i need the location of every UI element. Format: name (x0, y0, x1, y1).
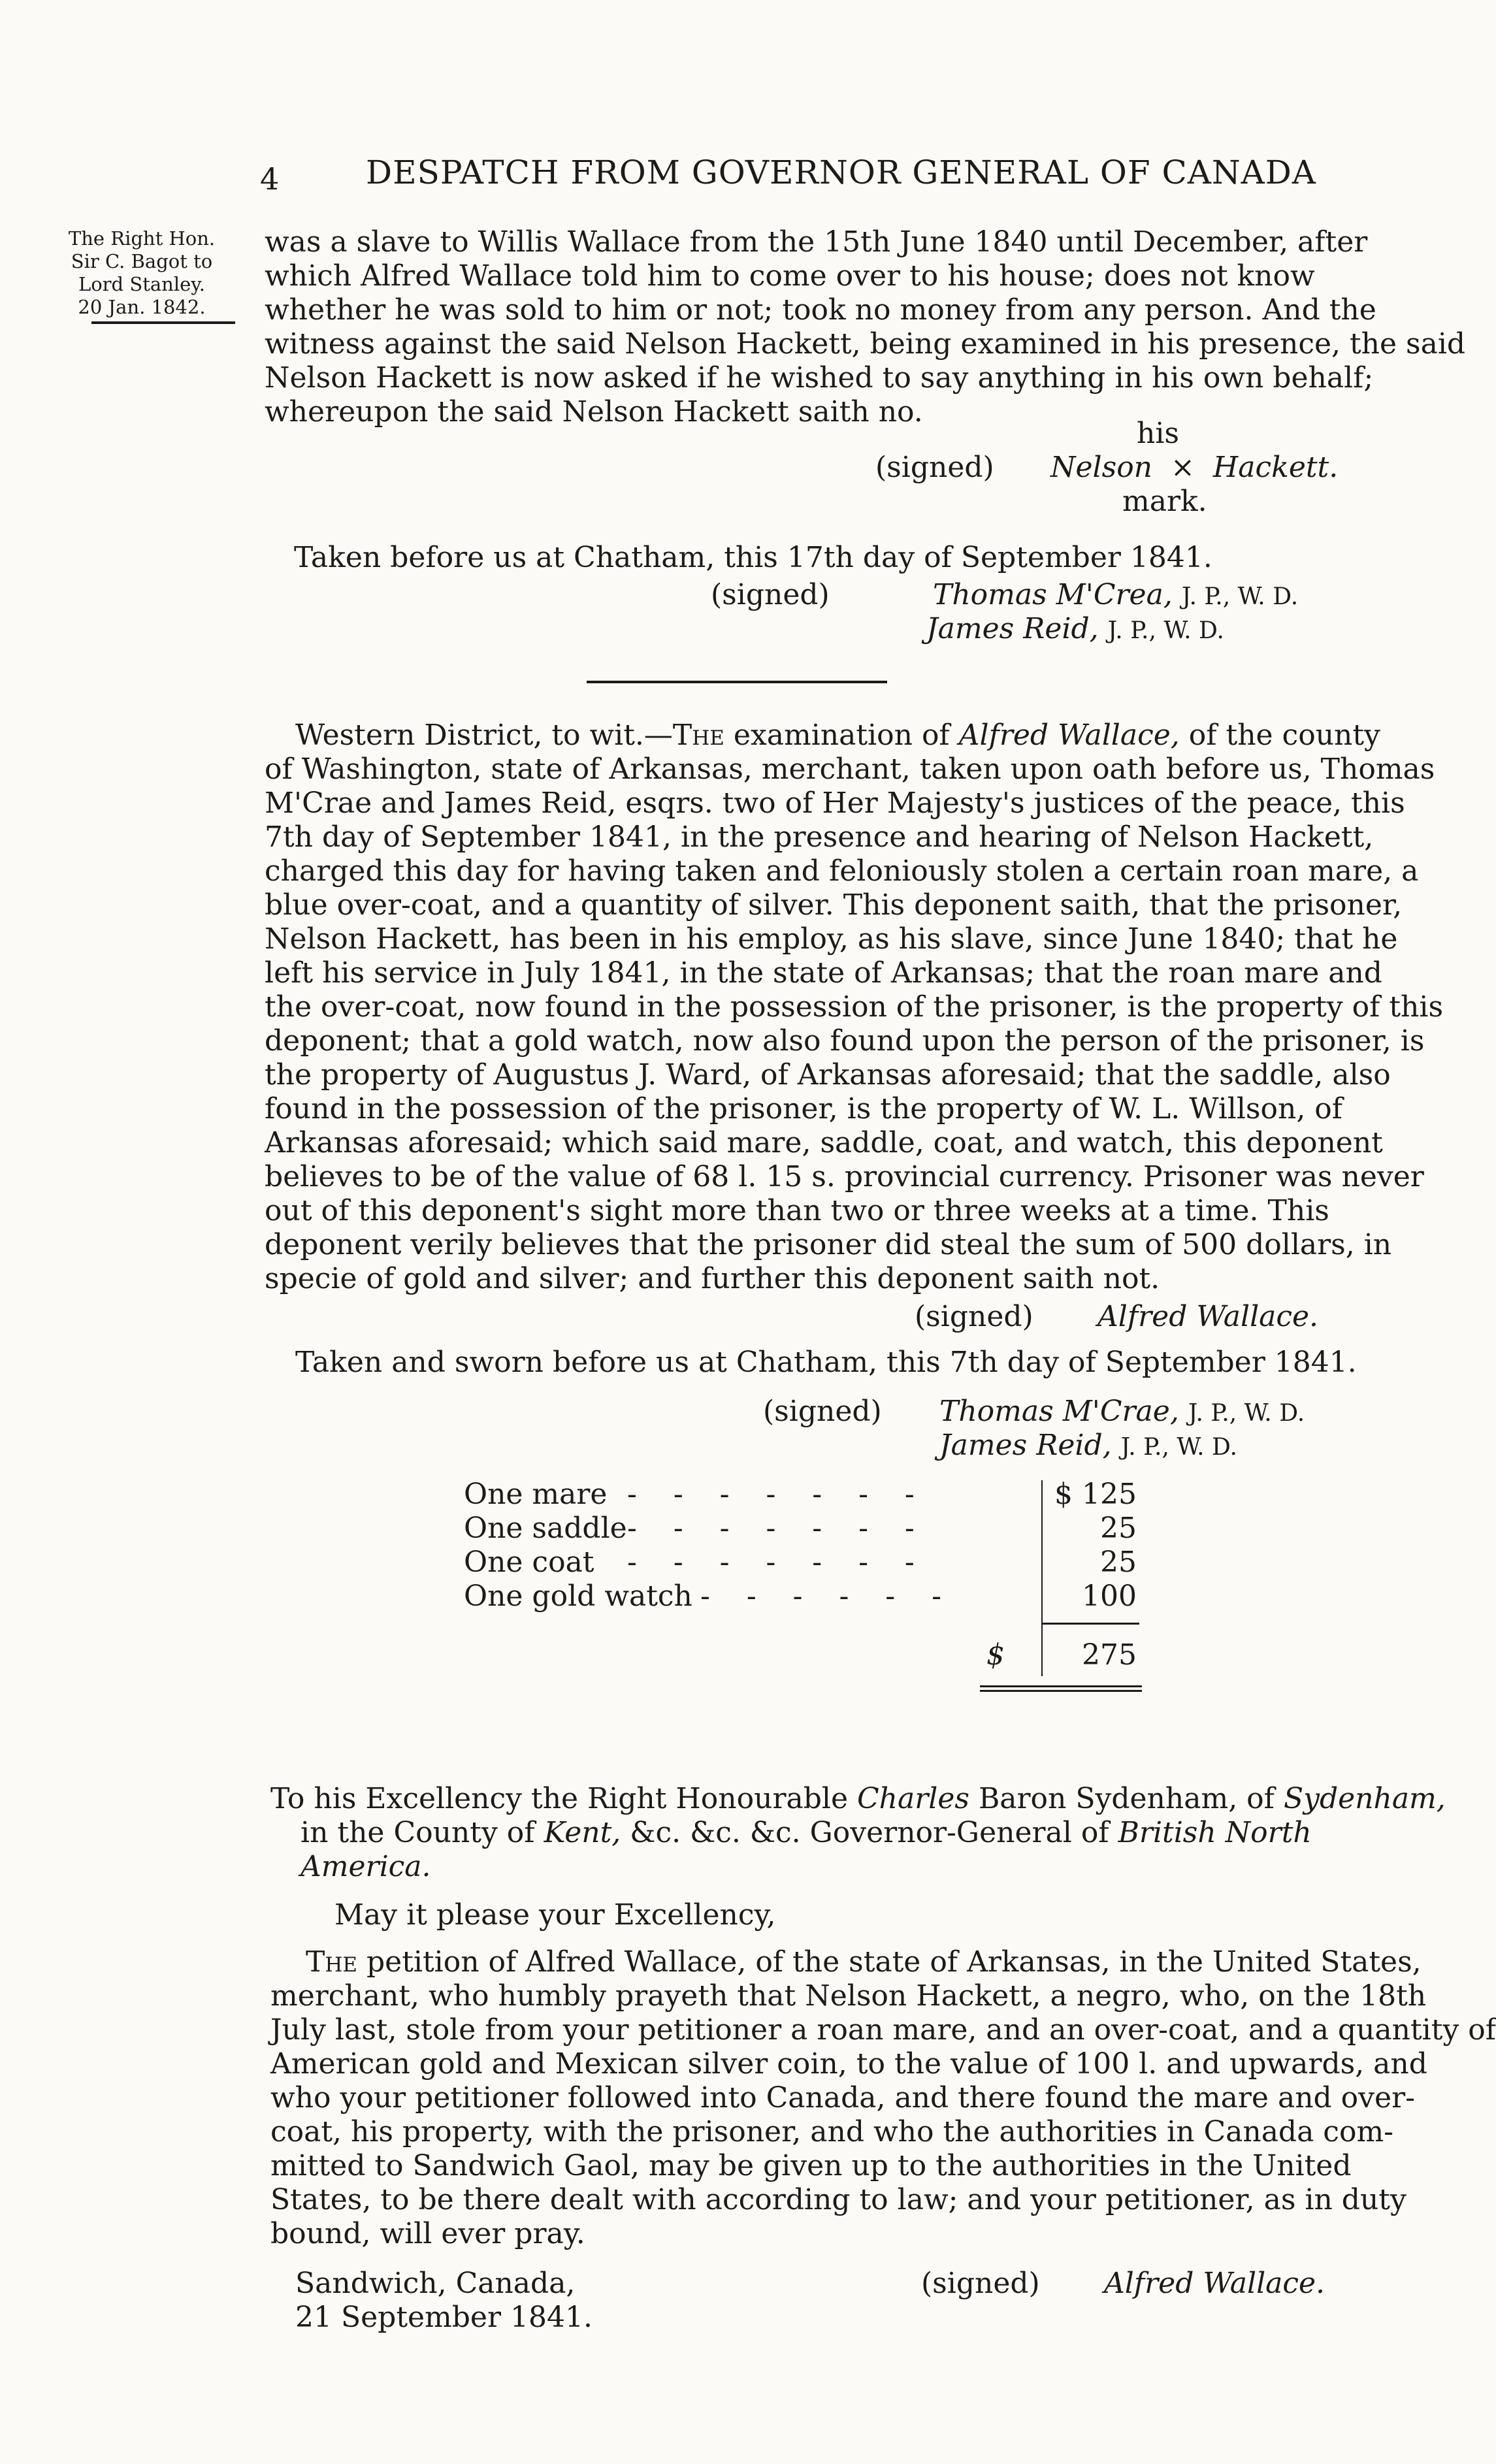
his-label: his (1137, 417, 1179, 450)
place-italic: British North (1118, 1816, 1312, 1849)
currency-symbol: $ (1054, 1478, 1073, 1511)
place-italic: Kent, (544, 1816, 621, 1849)
text-line: of Washington, state of Arkansas, merchant, taken upon oath before us, Thomas (265, 753, 1435, 786)
text-line: out of this deponent's sight more than two or three weeks at a time. This (265, 1194, 1329, 1227)
signer-last-name: Hackett. (1212, 451, 1339, 484)
signer-signature: Alfred Wallace. (1104, 2267, 1325, 2300)
table-row (464, 1546, 1163, 1580)
text-line: deponent verily believes that the prisoner did steal the sum of 500 dollars, in (265, 1228, 1392, 1261)
table-row (464, 1478, 1163, 1512)
text-line: July last, stole from your petitioner a roan mare, and an over-coat, and a quantity of (270, 2013, 1496, 2047)
text-line: American gold and Mexican silver coin, to the value of 100 l. and upwards, and (270, 2047, 1427, 2081)
taken-sworn-line: Taken and sworn before us at Chatham, this 7th day of September 1841. (295, 1346, 1357, 1379)
margin-note-line: Sir C. Bagot to (71, 250, 213, 272)
examination-first-line (295, 719, 1380, 753)
text-line: the property of Augustus J. Ward, of Arkansas aforesaid; that the saddle, also (265, 1058, 1391, 1092)
running-title: DESPATCH FROM GOVERNOR GENERAL OF CANADA (366, 154, 1316, 191)
justice-2 (926, 612, 1224, 648)
item-value: 125 (1082, 1478, 1137, 1511)
salutation: May it please your Excellency, (334, 1898, 776, 1932)
justice-title: J. P., W. D. (1188, 1400, 1305, 1427)
text-line: whereupon the said Nelson Hackett saith no. (265, 395, 923, 429)
signer-signature (1050, 451, 1338, 485)
justice-2 (939, 1429, 1237, 1465)
leader-dashes: - - - - - - - (627, 1478, 915, 1511)
mark-label: mark. (1122, 485, 1207, 518)
the-smallcaps: The (306, 1945, 358, 1979)
signer-signature: Alfred Wallace. (1098, 1300, 1319, 1333)
name-italic: Charles (856, 1782, 969, 1815)
leader-dashes: - - - - - - - (627, 1512, 915, 1545)
justice-name: Thomas M'Crea, (933, 578, 1173, 611)
total-double-rule (980, 1690, 1142, 1692)
currency-symbol: $ (986, 1638, 1005, 1672)
subtotal-rule (1041, 1623, 1139, 1625)
section-divider (587, 681, 887, 683)
text-line: deponent; that a gold watch, now also found upon the person of the prisoner, is (265, 1024, 1425, 1058)
total-row (986, 1638, 1156, 1672)
margin-note (47, 227, 236, 319)
text-line: was a slave to Willis Wallace from the 15th June 1840 until December, after (265, 225, 1368, 259)
item-label: One mare (464, 1478, 608, 1511)
text-line: found in the possession of the prisoner, is the property of W. L. Willson, of (265, 1092, 1343, 1126)
total-double-rule (980, 1685, 1142, 1687)
signed-label: (signed) (763, 1395, 882, 1428)
signer-first-name: Nelson (1050, 451, 1153, 484)
text-fragment: petition of Alfred Wallace, of the state of Arkansas, in the United States, (357, 1945, 1422, 1979)
item-label: One saddle (464, 1512, 627, 1545)
deponent-name: Alfred Wallace, (958, 719, 1180, 752)
text-line: whether he was sold to him or not; took no money from any person. And the (265, 293, 1376, 327)
text-line: which Alfred Wallace told him to come over to his house; does not know (265, 259, 1315, 293)
item-label: One gold watch (464, 1580, 692, 1613)
text-line: Arkansas aforesaid; which said mare, saddle, coat, and watch, this deponent (265, 1126, 1383, 1159)
margin-note-line: The Right Hon. (68, 227, 216, 250)
text-line: believes to be of the value of 68 l. 15 s. provincial currency. Prisoner was never (265, 1160, 1424, 1193)
text-line: Nelson Hackett, has been in his employ, as his slave, since June 1840; that he (265, 922, 1398, 956)
petition-address-3: America. (301, 1850, 431, 1883)
text-line: the over-coat, now found in the possession of the prisoner, is the property of this (265, 990, 1444, 1024)
text-line: 7th day of September 1841, in the presence and hearing of Nelson Hackett, (265, 820, 1374, 854)
mark-cross: × (1171, 451, 1195, 484)
text-line: merchant, who humbly prayeth that Nelson Hackett, a negro, who, on the 18th (270, 1979, 1427, 2013)
text-line: who your petitioner followed into Canada, and there found the mare and over- (270, 2081, 1415, 2115)
item-label: One coat (464, 1546, 594, 1579)
justice-name: James Reid, (926, 612, 1099, 645)
text-line: States, to be there dealt with according to law; and your petitioner, as in duty (270, 2183, 1407, 2216)
justice-title: J. P., W. D. (1120, 1434, 1237, 1461)
justice-name: Thomas M'Crae, (939, 1395, 1179, 1428)
margin-note-line: 20 Jan. 1842. (78, 296, 206, 318)
total-value: 275 (1082, 1638, 1137, 1672)
justice-title: J. P., W. D. (1181, 583, 1299, 610)
text-line: coat, his property, with the prisoner, and who the authorities in Canada com- (270, 2115, 1394, 2148)
justice-1 (939, 1395, 1305, 1431)
margin-note-rule (91, 321, 235, 324)
text-line: M'Crae and James Reid, esqrs. two of Her Majesty's justices of the peace, this (265, 786, 1405, 820)
text-fragment: examination of (724, 719, 959, 752)
justice-title: J. P., W. D. (1107, 617, 1224, 644)
text-line: witness against the said Nelson Hackett, being examined in his presence, the said (265, 327, 1466, 361)
text-line: blue over-coat, and a quantity of silver. This deponent saith, that the prisoner, (265, 888, 1403, 922)
text-line: charged this day for having taken and feloniously stolen a certain roan mare, a (265, 854, 1419, 888)
petition-place: Sandwich, Canada, (295, 2267, 576, 2300)
signed-label: (signed) (915, 1300, 1033, 1333)
signed-label: (signed) (711, 578, 830, 611)
petition-date: 21 September 1841. (295, 2301, 593, 2334)
district-label: Western District, to wit.— (295, 719, 673, 752)
signed-label: (signed) (875, 451, 994, 484)
the-smallcaps: The (672, 719, 724, 752)
place-italic: Sydenham, (1283, 1782, 1446, 1815)
text-fragment: of the county (1179, 719, 1380, 752)
text-fragment: Baron Sydenham, of (969, 1782, 1284, 1815)
text-fragment: in the County of (301, 1816, 544, 1849)
table-row (464, 1580, 1163, 1613)
petition-address (270, 1782, 1446, 1816)
item-value: 25 (1100, 1512, 1137, 1545)
signed-label: (signed) (921, 2267, 1040, 2300)
text-fragment: &c. &c. &c. Governor-General of (621, 1816, 1118, 1849)
table-row (464, 1512, 1163, 1546)
page-number: 4 (260, 161, 280, 197)
petition-first-line (306, 1945, 1422, 1979)
leader-dashes: - - - - - - (700, 1580, 941, 1613)
text-line: Nelson Hackett is now asked if he wished to say anything in his own behalf; (265, 361, 1374, 395)
leader-dashes: - - - - - - - (627, 1546, 915, 1579)
justice-1 (933, 578, 1298, 614)
text-line: left his service in July 1841, in the state of Arkansas; that the roan mare and (265, 956, 1382, 990)
text-line: specie of gold and silver; and further this deponent saith not. (265, 1262, 1160, 1295)
item-value: 25 (1100, 1546, 1137, 1579)
taken-before-line: Taken before us at Chatham, this 17th day of September 1841. (294, 541, 1212, 574)
text-fragment: To his Excellency the Right Honourable (270, 1782, 857, 1815)
justice-name: James Reid, (939, 1429, 1112, 1462)
text-line: mitted to Sandwich Gaol, may be given up to the authorities in the United (270, 2149, 1352, 2182)
margin-note-line: Lord Stanley. (78, 273, 206, 295)
item-value: 100 (1082, 1580, 1137, 1613)
text-line: bound, will ever pray. (270, 2217, 585, 2250)
petition-address-2 (301, 1816, 1312, 1850)
